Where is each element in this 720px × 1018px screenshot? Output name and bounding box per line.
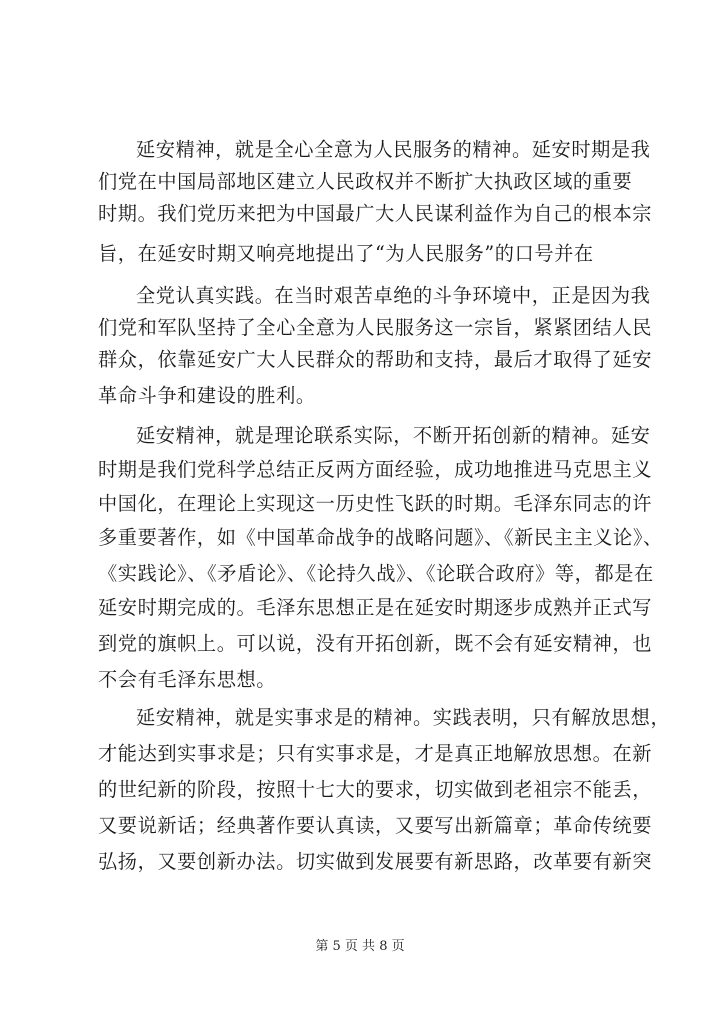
text-line: 《实践论》、《矛盾论》、《论持久战》、《论联合政府》等，都是在 — [98, 562, 654, 585]
text-line: 时期是我们党科学总结正反两方面经验，成功地推进马克思主义 — [98, 458, 653, 481]
text-line: 群众，依靠延安广大人民群众的帮助和支持，最后才取得了延安 — [98, 348, 653, 371]
text-line: 多重要著作，如《中国革命战争的战略问题》、《新民主主义论》、 — [98, 526, 663, 549]
text-line: 才能达到实事求是；只有实事求是，才是真正地解放思想。在新 — [98, 742, 653, 765]
text-line: 延安时期完成的。毛泽东思想正是在延安时期逐步成熟并正式写 — [98, 596, 653, 619]
text-line: 的世纪新的阶段，按照十七大的要求，切实做到老祖宗不能丢， — [98, 778, 653, 801]
text-line: 不会有毛泽东思想。 — [98, 668, 277, 691]
text-line: 延安精神，就是全心全意为人民服务的精神。延安时期是我 — [136, 138, 651, 161]
text-line: 旨，在延安时期又响亮地提出了“为人民服务”的口号并在 — [98, 242, 594, 265]
text-line: 又要说新话；经典著作要认真读，又要写出新篇章；革命传统要 — [98, 814, 653, 837]
text-line: 到党的旗帜上。可以说，没有开拓创新，既不会有延安精神，也 — [98, 632, 653, 655]
text-line: 延安精神，就是理论联系实际，不断开拓创新的精神。延安 — [136, 424, 651, 447]
text-line: 全党认真实践。在当时艰苦卓绝的斗争环境中，正是因为我 — [136, 284, 651, 307]
page-number-footer: 第 5 页 共 8 页 — [315, 939, 405, 954]
text-line: 时期。我们党历来把为中国最广大人民谋利益作为自己的根本宗 — [98, 202, 653, 225]
text-line: 弘扬，又要创新办法。切实做到发展要有新思路，改革要有新突 — [98, 850, 653, 873]
text-line: 延安精神，就是实事求是的精神。实践表明，只有解放思想， — [136, 706, 671, 729]
text-line: 中国化，在理论上实现这一历史性飞跃的时期。毛泽东同志的许 — [98, 492, 653, 515]
text-line: 们党和军队坚持了全心全意为人民服务这一宗旨，紧紧团结人民 — [98, 316, 653, 339]
text-line: 们党在中国局部地区建立人民政权并不断扩大执政区域的重要 — [98, 170, 633, 193]
text-line: 革命斗争和建设的胜利。 — [98, 384, 316, 407]
